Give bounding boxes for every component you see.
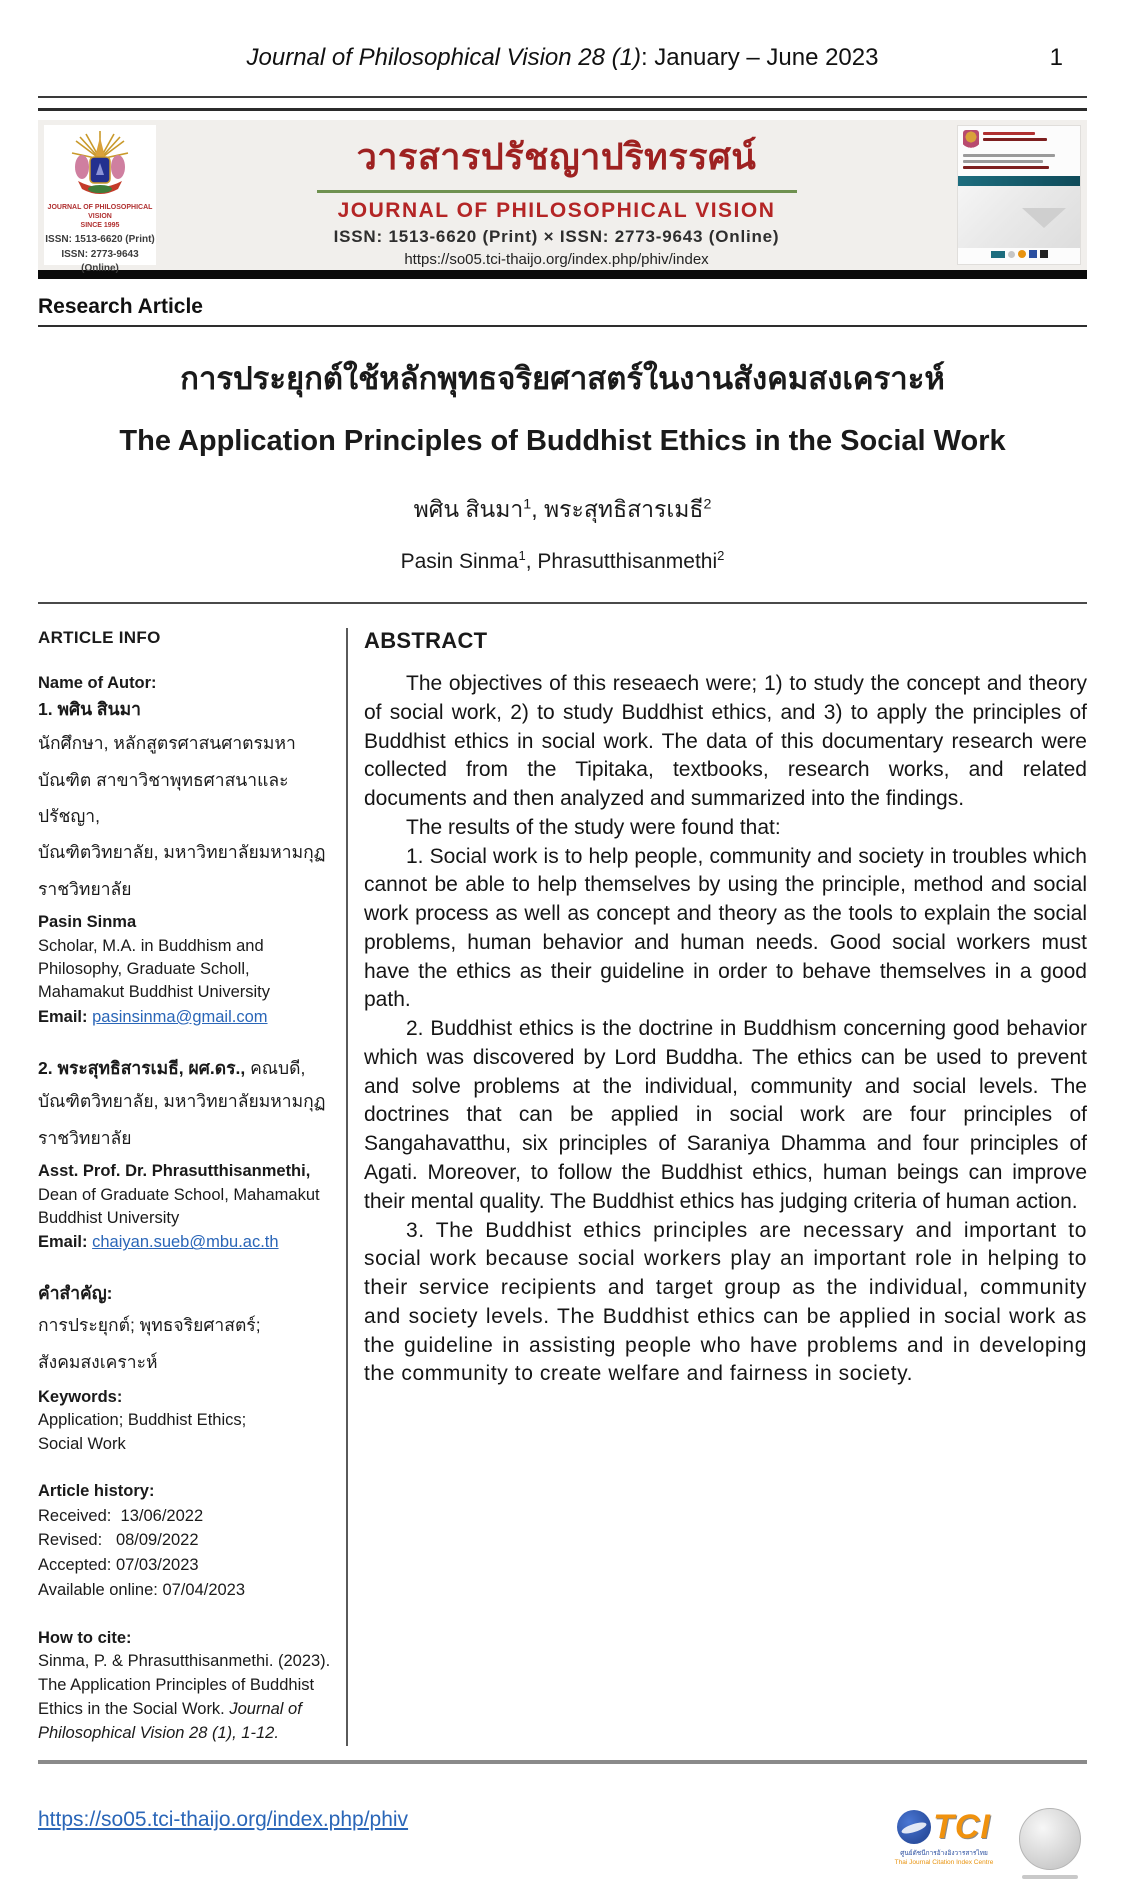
author1-email-link[interactable]: pasinsinma@gmail.com xyxy=(92,1007,268,1026)
banner-issn-line: ISSN: 1513-6620 (Print) × ISSN: 2773-9643 (Online) xyxy=(333,227,780,246)
author1-affiliation-line: นักศึกษา, หลักสูตรศาสนศาตรมหา xyxy=(38,733,296,754)
author2-name-en-label: Asst. Prof. Dr. Phrasutthisanmethi, xyxy=(38,1162,311,1181)
banner-green-rule xyxy=(317,190,797,193)
journal-cover-thumbnail xyxy=(957,125,1081,265)
author2-desc-line: Dean of Graduate School, Mahamakut xyxy=(38,1185,320,1204)
article-body xyxy=(38,628,1087,1746)
keywords-thai-line: การประยุกต์; พุทธจริยศาสตร์; xyxy=(38,1315,261,1336)
keywords-label: Keywords: xyxy=(38,1387,123,1406)
journal-title-english: JOURNAL OF PHILOSOPHICAL VISION xyxy=(337,199,776,222)
how-to-cite-label: How to cite: xyxy=(38,1628,132,1647)
author2-desc-line: Buddhist University xyxy=(38,1208,180,1227)
header-rule-top xyxy=(38,96,1087,98)
logo-caption-line1: JOURNAL OF PHILOSOPHICAL VISION xyxy=(47,204,153,221)
author1-affiliation-line: บัณฑิตวิทยาลัย, มหาวิทยาลัยมหามกุฏ xyxy=(38,842,326,863)
tci-subtitle-thai: ศูนย์ดัชนีการอ้างอิงวารสารไทย xyxy=(900,1849,988,1857)
journal-title-thai: วารสารปรัชญาปริทรรศน์ xyxy=(356,136,757,177)
logo-issn-print: ISSN: 1513-6620 (Print) xyxy=(45,234,155,246)
author1-desc-line: Scholar, M.A. in Buddhism and xyxy=(38,936,264,955)
logo-issn-online: ISSN: 2773-9643 (Online) xyxy=(61,248,139,275)
author1-number-name: 1. พศิน สินมา xyxy=(38,699,141,720)
abstract-paragraph: 3. The Buddhist ethics principles are necessary and important to social work because social workers play an important role in helping to their service recipients and target group as the individual, community and society levels. The Buddhist ethics can be applied in social work as the guideline in assisting people who have problems and in developing the community to create welfare and fairness in society. xyxy=(364,1218,1087,1386)
cover-teal-band xyxy=(958,176,1080,186)
author1-name-en-label: Pasin Sinma xyxy=(38,913,137,932)
page-number: 1 xyxy=(1049,44,1063,71)
author1-affiliation-line: ราชวิทยาลัย xyxy=(38,878,132,899)
author2-affiliation-line: บัณฑิตวิทยาลัย, มหาวิทยาลัยมหามกุฏ xyxy=(38,1091,326,1112)
author2-email-link[interactable]: chaiyan.sueb@mbu.ac.th xyxy=(92,1233,279,1252)
article-info-column: ARTICLE INFO Name of Autor: 1. พศิน สินมา นักศึกษา, หลักสูตรศาสนศาตรมหา บัณฑิต สาขาวิชาพุทธศาสนาและปรัชญา, บัณฑิตวิทยาลัย, มหาวิทยาลัยมหามกุฏ ราชวิทยาลัย Pasin Sinma Scholar, M.A. in Buddhism and Philosophy, Graduate Scholl, Mahamakut Buddhist University Email: pasinsinma@gmail.com 2. พระสุทธิสารเมธี, ผศ.ดร., คณบดี, บัณฑิตวิทยาลัย, มหาวิทยาลัยมหามกุฏ ราชวิทยาลัย Asst. Prof. Dr. Phrasutthisanmethi, Dean of Graduate School, Mahamakut Buddhist University Email: chaiyan.sueb@mbu.ac.th คำสำคัญ: การประยุกต์; พุทธจริยศาสตร์; สังคมสงเคราะห์ Keywords: Application; Buddhist Ethics; Social Work Article history: Received: 13/06/2022 Revised: 08/09/2022 Accepted: 07/03/2023 Available online: 07/04/2023 How to cite: Sinma, P. & Phrasutthisanmethi. (2023). The Application Principles of Buddhist Ethics in the Social Work. Journal of Philosophical Vision 28 (1), 1-12. xyxy=(38,628,346,1746)
history-revised: Revised: 08/09/2022 xyxy=(38,1531,199,1550)
author1-affiliation-line: บัณฑิต สาขาวิชาพุทธศาสนาและปรัชญา, xyxy=(38,769,289,826)
silver-seal xyxy=(1019,1808,1081,1879)
cover-artwork xyxy=(958,186,1080,248)
history-received: Received: 13/06/2022 xyxy=(38,1506,204,1525)
author2-name-english: Phrasutthisanmethi xyxy=(537,550,718,573)
keywords-line: Social Work xyxy=(38,1434,126,1453)
header-rule-bottom xyxy=(38,108,1087,111)
abstract-column xyxy=(346,628,1087,1746)
author2-affil-mark: 2 xyxy=(703,496,712,513)
journal-page xyxy=(0,44,1125,1882)
keywords-thai-label: คำสำคัญ: xyxy=(38,1283,113,1304)
tci-subtitle-english: Thai Journal Citation Index Centre xyxy=(894,1858,994,1866)
article-title-english: The Application Principles of Buddhist Ethics in the Social Work xyxy=(119,425,1006,457)
logo-caption-line2: SINCE 1995 xyxy=(80,222,120,230)
banner-bottom-bar xyxy=(38,270,1087,279)
citation-text: Sinma, P. & Phrasutthisanmethi. (2023). The Application Principles of Buddhist Ethics in the Social Work. Journal of Philosophical Vision 28 (1), 1-12. xyxy=(38,1652,331,1742)
article-title-thai: การประยุกต์ใช้หลักพุทธจริยศาสตร์ในงานสังคมสงเคราะห์ xyxy=(180,361,945,396)
authors-english: Pasin Sinma$^1$, Phrasutthisanmethi$^2$ xyxy=(400,548,725,573)
silver-seal-icon xyxy=(1019,1808,1081,1870)
article-type-rule xyxy=(38,325,1087,327)
article-history-label: Article history: xyxy=(38,1482,155,1501)
footer-logos xyxy=(885,1808,1081,1879)
abstract-heading: ABSTRACT xyxy=(364,628,488,653)
abstract-paragraph: The objectives of this reseaech were; 1) to study the concept and theory of social work, 2) to study Buddhist ethics, and 3) to apply the principles of Buddhist ethics in social work. The data of this documentary research were collected from the Tipitaka, textbooks, research works, and related documents and then analyzed and summarized into the findings. xyxy=(364,672,1087,811)
logo-issn xyxy=(44,233,156,277)
tci-acronym: TCI xyxy=(933,1807,991,1846)
banner-journal-url: https://so05.tci-thaijo.org/index.php/phiv/index xyxy=(404,251,709,268)
tci-logo xyxy=(885,1808,1003,1866)
royal-emblem-icon xyxy=(68,129,132,201)
author2-affiliation-line: ราชวิทยาลัย xyxy=(38,1127,132,1148)
history-accepted: Accepted: 07/03/2023 xyxy=(38,1556,199,1575)
running-head xyxy=(38,44,1087,72)
cover-emblem-icon xyxy=(963,130,979,150)
cover-logo-row xyxy=(958,248,1080,264)
journal-logo-box xyxy=(44,125,156,275)
author1-name-english: Pasin Sinma xyxy=(400,550,519,573)
authors-rule xyxy=(38,602,1087,604)
author1-desc-line: Philosophy, Graduate Scholl, xyxy=(38,959,250,978)
abstract-paragraph: 1. Social work is to help people, community and society in troubles which cannot be able to help themselves by using the principle, method and social work process as well as concept and theory as the tools to explain the social problems, human behavior and human needs. Good social workers must have the ethics as their guideline in order to behave themselves in a good path. xyxy=(364,844,1087,1012)
author1-name-thai: พศิน สินมา xyxy=(413,496,524,522)
abstract-paragraph: The results of the study were found that: xyxy=(406,815,781,839)
running-head-journal: Journal of Philosophical Vision 28 (1) xyxy=(246,44,641,71)
authors-thai: พศิน สินมา$^1$, พระสุทธิสารเมธี$^2$ xyxy=(413,496,712,522)
keywords-thai-line: สังคมสงเคราะห์ xyxy=(38,1351,158,1372)
article-info-heading: ARTICLE INFO xyxy=(38,628,161,647)
author2-number-name: 2. พระสุทธิสารเมธี, ผศ.ดร., xyxy=(38,1057,246,1078)
author1-desc-line: Mahamakut Buddhist University xyxy=(38,983,271,1002)
banner-center xyxy=(156,120,957,270)
citation-journal-italic: Journal of Philosophical Vision 28 (1), 1-12. xyxy=(38,1699,302,1742)
cover-header xyxy=(958,126,1080,176)
author2-name-thai: พระสุทธิสารเมธี xyxy=(544,496,704,522)
logo-caption xyxy=(44,203,156,230)
page-footer xyxy=(38,1808,1087,1879)
name-of-autor-label: Name of Autor: xyxy=(38,674,157,692)
email-label: Email: xyxy=(38,1007,88,1026)
running-head-issue: : January – June 2023 xyxy=(640,44,879,71)
tci-globe-icon xyxy=(897,1810,931,1844)
journal-banner xyxy=(38,120,1087,275)
silver-seal-caption xyxy=(1022,1875,1078,1879)
history-available-online: Available online: 07/04/2023 xyxy=(38,1580,246,1599)
keywords-line: Application; Buddhist Ethics; xyxy=(38,1411,247,1430)
email-label: Email: xyxy=(38,1233,88,1252)
journal-footer-link[interactable]: https://so05.tci-thaijo.org/index.php/phiv xyxy=(38,1807,409,1831)
author1-affil-mark: 1 xyxy=(523,496,532,513)
article-type-label: Research Article xyxy=(38,295,203,318)
abstract-paragraph: 2. Buddhist ethics is the doctrine in Buddhism concerning good behavior which was discovered by Lord Buddha. The ethics can be used to prevent and solve problems at the individual, community and social levels. The doctrines that can be applied in social work are four principles of Sangahavatthu, six principles of Saraniya Dhamma and four principles of Agati. Moreover, to follow the Buddhist ethics, human beings can improve their mental quality. The Buddhist ethics has judging criteria of human action. xyxy=(364,1017,1087,1213)
footer-rule xyxy=(38,1760,1087,1764)
